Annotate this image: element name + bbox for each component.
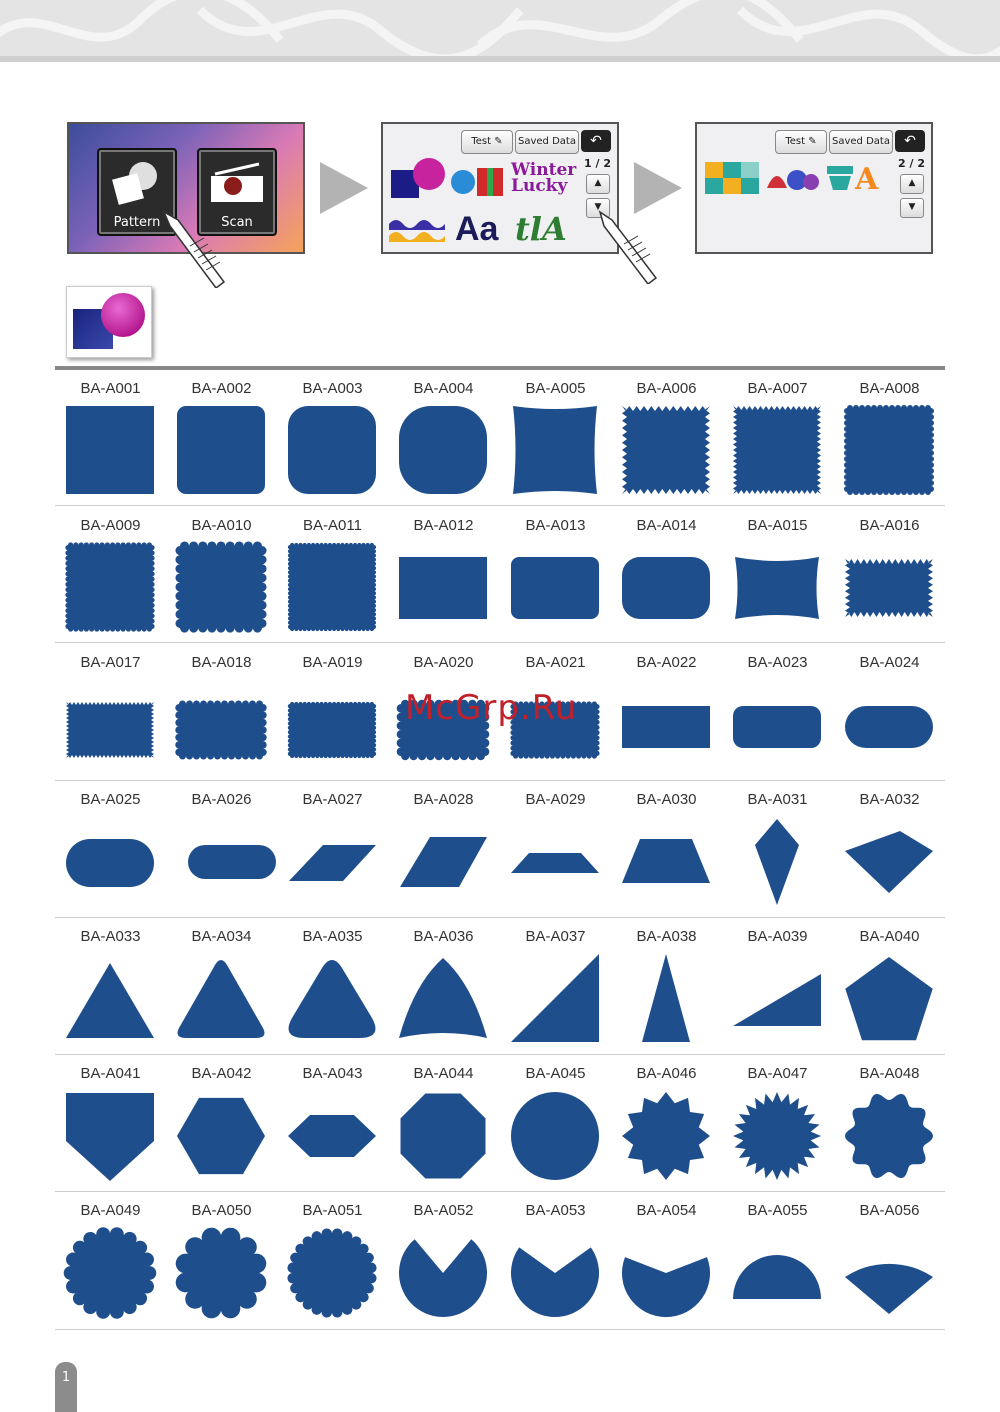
lettering-category[interactable]: Winter Lucky [511,160,577,196]
square-scallop-fine-shape [844,405,934,495]
shape-cell [388,918,499,1055]
pie-notch-icon [500,1192,611,1329]
triangle-shape [66,963,154,1038]
shape-code-label: BA-A029 [525,791,586,808]
rectangle-wide-rounded-large-shape [845,706,933,748]
shape-code-label: BA-A031 [747,791,808,808]
font-category[interactable]: Aa [455,210,499,248]
triangle-rounded-icon [277,918,388,1055]
triangle-tall-shape [642,954,690,1042]
square-scallop-shape [175,541,266,632]
triangle-rounded-shape [289,960,376,1038]
triangle-curved-icon [388,918,499,1055]
shape-cell [722,1055,833,1192]
shape-code-label: BA-A038 [636,928,697,945]
hexagon-icon [166,1055,277,1192]
test-button[interactable]: Test ✎ [775,130,827,154]
saved-data-button[interactable]: Saved Data [515,130,579,154]
shape-cell [722,370,833,507]
kite-vertical-shape [755,819,799,905]
pentagon-shield-icon [55,1055,166,1192]
shape-code-label: BA-A022 [636,654,697,671]
row-separator [55,780,945,781]
shape-cell [834,370,945,507]
rectangle-wide-rounded-shape [733,706,821,748]
circle-scallop-tiny-icon [277,1192,388,1329]
rectangle-zigzag-fine-shape [66,702,154,758]
pie-notch-shape [511,1247,599,1317]
pattern-label: Pattern [113,215,161,230]
shape-code-label: BA-A034 [191,928,252,945]
shape-cell [166,1192,277,1329]
square-rounded-icon [277,370,388,507]
square-scallop-tiny-shape [288,543,376,631]
triangle-curved-shape [399,958,487,1038]
step-arrow [634,162,682,214]
shape-cell [611,644,722,781]
page-indicator: 1 / 2 [584,157,611,170]
rectangle-curved-icon [722,507,833,644]
shape-code-label: BA-A009 [80,517,141,534]
octagon-shape [401,1094,486,1179]
pie-notch-wide-icon [611,1192,722,1329]
pentagon-shape [845,957,932,1040]
shape-code-label: BA-A033 [80,928,141,945]
star-24-icon [722,1055,833,1192]
scan-label: Scan [221,215,253,230]
star-12-shape [622,1092,710,1180]
page-number: 1 [61,1370,71,1385]
pill-thin-icon [166,781,277,918]
shape-cell [611,507,722,644]
shape-code-label: BA-A028 [413,791,474,808]
shape-cell [611,370,722,507]
shape-code-label: BA-A041 [80,1065,141,1082]
appliqué-category[interactable] [763,158,821,198]
decorative-banner [0,0,1000,62]
shape-code-label: BA-A013 [525,517,586,534]
shape-cell [722,507,833,644]
shape-code-label: BA-A035 [302,928,363,945]
rectangle-rounded-small-icon [500,507,611,644]
shape-code-label: BA-A056 [859,1202,920,1219]
quilt-category[interactable] [703,158,761,198]
shape-cell [500,1055,611,1192]
row-separator [55,1054,945,1055]
shape-cell [277,1192,388,1329]
shape-cell [611,1192,722,1329]
pill-icon [55,781,166,918]
circle-wavy-icon [834,1055,945,1192]
pattern-screen-page-1 [381,122,619,254]
triangle-tall-icon [611,918,722,1055]
shape-cell [834,1192,945,1329]
shape-code-label: BA-A014 [636,517,697,534]
shape-cell [388,507,499,644]
stylus-icon [160,208,230,288]
right-triangle-wide-shape [733,974,821,1026]
shape-cell [277,918,388,1055]
fan-shape [845,1264,933,1314]
watermark: McGrp.Ru [405,688,578,728]
rectangle-zigzag-icon [834,507,945,644]
shape-code-label: BA-A053 [525,1202,586,1219]
circle-wavy-shape [845,1094,933,1178]
step-arrow [320,162,368,214]
shape-cell [166,1055,277,1192]
circle-scallop-small-shape [64,1227,157,1319]
right-triangle-shape [511,954,599,1042]
parallelogram-icon [388,781,499,918]
shape-cell [388,1055,499,1192]
page-down-button[interactable]: ▼ [586,198,610,218]
shape-code-label: BA-A019 [302,654,363,671]
shape-cell [55,1192,166,1329]
pie-notch-narrow-icon [388,1192,499,1329]
rectangle-rounded-small-shape [511,557,599,619]
shape-cell [611,781,722,918]
shape-cell [388,781,499,918]
saved-data-button[interactable]: Saved Data [829,130,893,154]
test-button[interactable]: Test ✎ [461,130,513,154]
octagon-icon [388,1055,499,1192]
shape-code-label: BA-A016 [859,517,920,534]
shape-code-label: BA-A049 [80,1202,141,1219]
shape-code-label: BA-A055 [747,1202,808,1219]
shape-cell [834,781,945,918]
rectangle-wide-rounded-icon [722,644,833,781]
right-triangle-icon [500,918,611,1055]
page-number-tab [55,1362,77,1412]
shape-cell [388,370,499,507]
shape-code-label: BA-A027 [302,791,363,808]
pill-thin-shape [188,845,276,879]
shape-code-label: BA-A036 [413,928,474,945]
shape-code-label: BA-A030 [636,791,697,808]
row-separator [55,505,945,506]
rectangle-scallop-tiny-shape [288,702,376,758]
shape-cell [722,781,833,918]
page-up-button[interactable]: ▲ [900,174,924,194]
square-scallop-icon [166,507,277,644]
shape-cell [55,370,166,507]
trapezoid-thin-shape [511,853,599,873]
rectangle-scallop-tiny-icon [277,644,388,781]
shape-code-label: BA-A051 [302,1202,363,1219]
shape-cell [166,781,277,918]
shape-code-label: BA-A017 [80,654,141,671]
shape-code-label: BA-A040 [859,928,920,945]
rectangle-wide-rounded-large-icon [834,644,945,781]
shape-cell [834,1055,945,1192]
square-scallop-fine-icon [834,370,945,507]
page-down-button[interactable]: ▼ [900,198,924,218]
rectangle-shape [399,557,487,619]
rectangle-rounded-shape [622,557,710,619]
pill-shape [66,839,154,887]
square-scallop-tiny-icon [277,507,388,644]
shape-code-label: BA-A020 [413,654,474,671]
shape-code-label: BA-A023 [747,654,808,671]
seasonal-category[interactable] [449,160,509,200]
rectangle-scallop-shape [175,701,266,760]
shape-code-label: BA-A048 [859,1065,920,1082]
shape-code-label: BA-A032 [859,791,920,808]
pie-notch-narrow-shape [399,1239,487,1317]
home-decor-category[interactable] [825,158,855,198]
kite-horizontal-shape [845,831,933,893]
shape-code-label: BA-A052 [413,1202,474,1219]
shape-code-label: BA-A050 [191,1202,252,1219]
shape-cell [166,370,277,507]
row-separator [55,917,945,918]
hexagon-shape [177,1098,265,1174]
circle-shape [511,1092,599,1180]
shape-cell [500,507,611,644]
shape-code-label: BA-A005 [525,380,586,397]
stylus-icon [596,208,662,284]
row-separator [55,1329,945,1330]
shape-cell [834,918,945,1055]
shape-code-label: BA-A003 [302,380,363,397]
shape-code-label: BA-A045 [525,1065,586,1082]
semicircle-shape [733,1255,821,1299]
shape-code-label: BA-A012 [413,517,474,534]
triangle-rounded-small-shape [178,960,265,1038]
alphabet-category[interactable]: A [855,162,879,197]
parallelogram-thin-icon [277,781,388,918]
shape-code-label: BA-A026 [191,791,252,808]
fan-icon [834,1192,945,1329]
hexagon-flat-shape [288,1115,376,1157]
shape-cell [834,507,945,644]
shape-cell [166,918,277,1055]
shape-cell [722,644,833,781]
trapezoid-shape [622,839,710,883]
trapezoid-icon [611,781,722,918]
triangle-icon [55,918,166,1055]
shape-cell [277,370,388,507]
shape-cell [55,781,166,918]
square-curved-icon [500,370,611,507]
star-24-shape [733,1092,821,1180]
right-triangle-wide-icon [722,918,833,1055]
square-zigzag-fine-icon [722,370,833,507]
parallelogram-thin-shape [289,845,376,881]
shape-code-label: BA-A047 [747,1065,808,1082]
square-shape [66,406,154,494]
pentagon-icon [834,918,945,1055]
trapezoid-thin-icon [500,781,611,918]
shape-code-label: BA-A043 [302,1065,363,1082]
shape-code-label: BA-A004 [413,380,474,397]
shape-cell [55,644,166,781]
rectangle-scallop-icon [166,644,277,781]
parallelogram-shape [400,837,487,887]
circle-scallop-tiny-shape [287,1228,376,1317]
kite-vertical-icon [722,781,833,918]
basic-shapes-category[interactable] [389,156,449,202]
square-zigzag-coarse-icon [611,370,722,507]
square-scallop-small-icon [55,507,166,644]
shape-cell [166,507,277,644]
square-curved-shape [513,406,597,494]
row-separator [55,1191,945,1192]
pattern-screen-page-2 [695,122,933,254]
scanner-icon [201,154,273,214]
shape-cell [277,507,388,644]
square-scallop-small-shape [65,542,154,631]
shape-cell [277,781,388,918]
shape-code-label: BA-A054 [636,1202,697,1219]
basic-shapes-icon [66,286,152,358]
shape-code-label: BA-A001 [80,380,141,397]
shape-code-label: BA-A010 [191,517,252,534]
shape-code-label: BA-A002 [191,380,252,397]
circle-icon [500,1055,611,1192]
shape-code-label: BA-A025 [80,791,141,808]
shape-code-label: BA-A011 [303,517,362,534]
shape-code-label: BA-A037 [525,928,586,945]
rectangle-wide-icon [611,644,722,781]
shape-code-label: BA-A042 [191,1065,252,1082]
pentagon-shield-shape [66,1093,154,1181]
border-category[interactable] [389,216,449,246]
shape-cell [277,1055,388,1192]
square-zigzag-coarse-shape [622,406,710,494]
circle-scallop-small-icon [55,1192,166,1329]
shape-cell [500,370,611,507]
shape-cell [834,644,945,781]
shape-code-label: BA-A046 [636,1065,697,1082]
hexagon-flat-icon [277,1055,388,1192]
shape-code-label: BA-A015 [747,517,808,534]
rectangle-zigzag-shape [845,559,933,617]
star-12-icon [611,1055,722,1192]
shape-cell [277,644,388,781]
kite-horizontal-icon [834,781,945,918]
shape-cell [722,1192,833,1329]
script-font-category[interactable]: tlA [515,210,567,248]
shape-code-label: BA-A018 [191,654,252,671]
shape-cell [722,918,833,1055]
triangle-rounded-small-icon [166,918,277,1055]
page-up-button[interactable]: ▲ [586,174,610,194]
shape-code-label: BA-A006 [636,380,697,397]
shape-cell [55,918,166,1055]
shape-cell [500,918,611,1055]
square-rounded-large-icon [388,370,499,507]
square-icon [55,370,166,507]
shape-cell [388,1192,499,1329]
row-separator [55,642,945,643]
shape-cell [611,1055,722,1192]
shape-cell [500,1192,611,1329]
rectangle-icon [388,507,499,644]
shape-code-label: BA-A021 [525,654,586,671]
back-button[interactable]: ↶ [895,130,925,152]
circle-scallop-shape [176,1228,267,1319]
shape-code-label: BA-A024 [859,654,920,671]
square-rounded-shape [288,406,376,494]
back-button[interactable]: ↶ [581,130,611,152]
shape-cell [500,781,611,918]
shape-cell [55,507,166,644]
shape-code-label: BA-A039 [747,928,808,945]
square-rounded-small-icon [166,370,277,507]
pie-notch-wide-shape [622,1257,710,1317]
square-rounded-small-shape [177,406,265,494]
shape-code-label: BA-A044 [413,1065,474,1082]
shape-code-label: BA-A008 [859,380,920,397]
rectangle-wide-shape [622,706,710,748]
rectangle-curved-shape [735,557,819,619]
shape-cell [166,644,277,781]
square-zigzag-fine-shape [733,406,821,494]
circle-scallop-icon [166,1192,277,1329]
shape-code-label: BA-A007 [747,380,808,397]
shape-cell [55,1055,166,1192]
square-rounded-large-shape [399,406,487,494]
shapes-icon [101,154,173,214]
semicircle-icon [722,1192,833,1329]
shape-cell [611,918,722,1055]
page-indicator: 2 / 2 [898,157,925,170]
rectangle-zigzag-fine-icon [55,644,166,781]
rectangle-rounded-icon [611,507,722,644]
